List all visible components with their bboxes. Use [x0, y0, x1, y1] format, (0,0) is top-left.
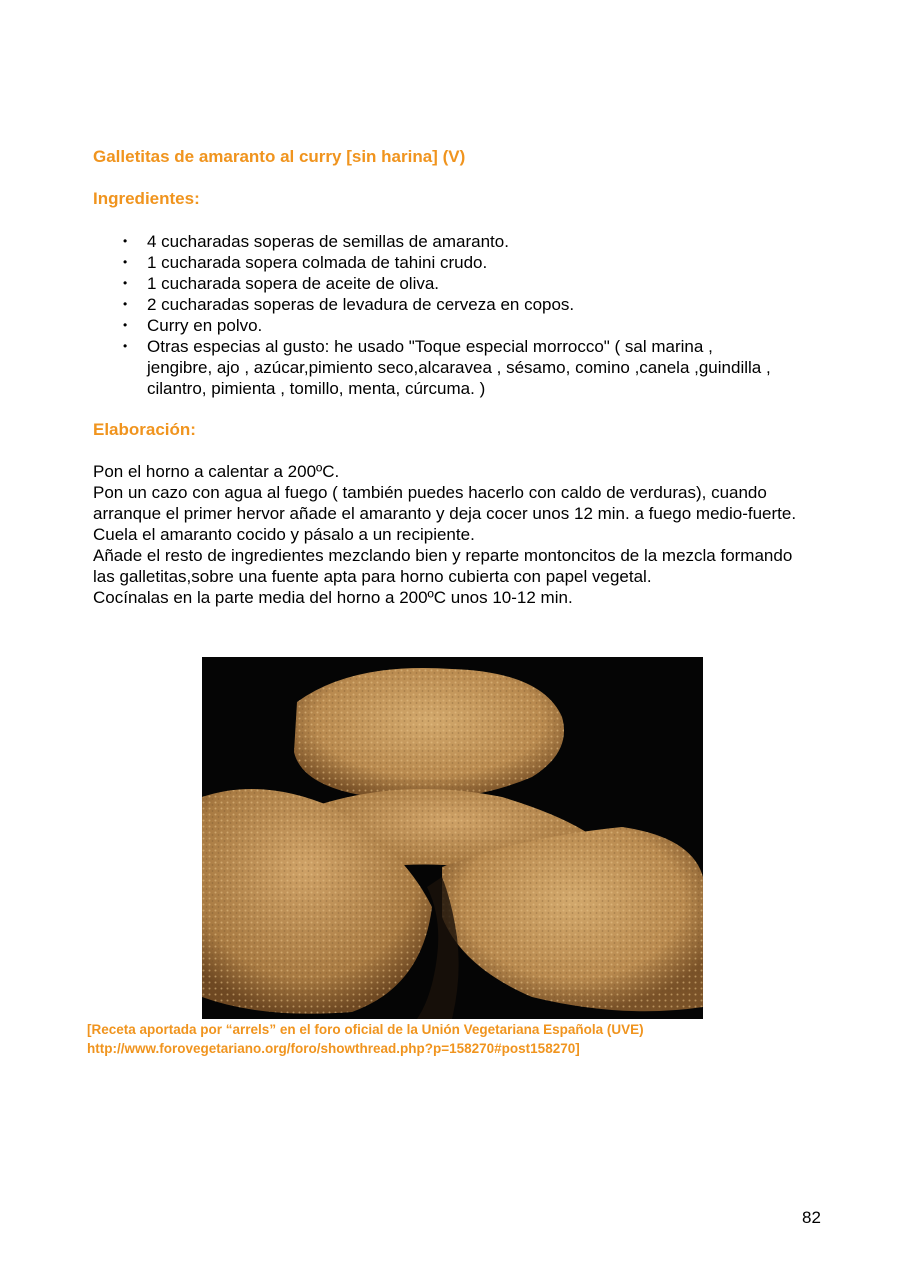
cookies-photo [202, 657, 703, 1019]
bullet-icon: • [123, 339, 128, 353]
bullet-icon: • [123, 318, 128, 332]
list-item [120, 336, 780, 399]
elaboration-step: Pon el horno a calentar a 200ºC. [93, 462, 340, 481]
elaboration-step: Añade el resto de ingredientes mezclando bien y reparte montoncitos de la mezcla formando las galletitas,sobre una fuente apta para horno cubierta con papel vegetal. [93, 546, 793, 586]
ingredient-text: 1 cucharada sopera de aceite de oliva. [147, 274, 440, 293]
bullet-icon: • [123, 234, 128, 248]
ingredient-text: Curry en polvo. [147, 316, 263, 335]
elaboration-heading: Elaboración: [93, 420, 196, 439]
bullet-icon: • [123, 297, 128, 311]
list-item [120, 252, 780, 273]
list-item [120, 294, 780, 315]
ingredients-heading: Ingredientes: [93, 189, 200, 208]
list-item [120, 273, 780, 294]
credit-text: [Receta aportada por “arrels” en el foro oficial de la Unión Vegetariana Española (UVE) [87, 1022, 644, 1037]
ingredient-text: 4 cucharadas soperas de semillas de amaranto. [147, 232, 509, 251]
elaboration-step: Pon un cazo con agua al fuego ( también puedes hacerlo con caldo de verduras), cuando arranque el primer hervor añade el amaranto y deja cocer unos 12 min. a fuego medio-fuerte. [93, 483, 797, 523]
ingredient-text: Otras especias al gusto: he usado "Toque especial morrocco" ( sal marina , jengibre, ajo , azúcar,pimiento seco,alcaravea , sésamo, comino ,canela ,guindilla , cilantro, pimienta , tomillo, menta, cúrcuma. ) [147, 337, 771, 398]
elaboration-step: Cocínalas en la parte media del horno a 200ºC unos 10-12 min. [93, 588, 573, 607]
ingredient-text: 2 cucharadas soperas de levadura de cerveza en copos. [147, 295, 575, 314]
ingredients-list [120, 231, 780, 399]
page-number: 82 [802, 1208, 821, 1227]
recipe-credit [87, 1020, 847, 1058]
bullet-icon: • [123, 276, 128, 290]
list-item [120, 315, 780, 336]
elaboration-text [93, 461, 813, 608]
recipe-title: Galletitas de amaranto al curry [sin harina] (V) [93, 147, 466, 166]
list-item [120, 231, 780, 252]
ingredient-text: 1 cucharada sopera colmada de tahini crudo. [147, 253, 488, 272]
bullet-icon: • [123, 255, 128, 269]
elaboration-step: Cuela el amaranto cocido y pásalo a un recipiente. [93, 525, 475, 544]
credit-link[interactable]: http://www.forovegetariano.org/foro/showthread.php?p=158270#post158270] [87, 1041, 580, 1056]
